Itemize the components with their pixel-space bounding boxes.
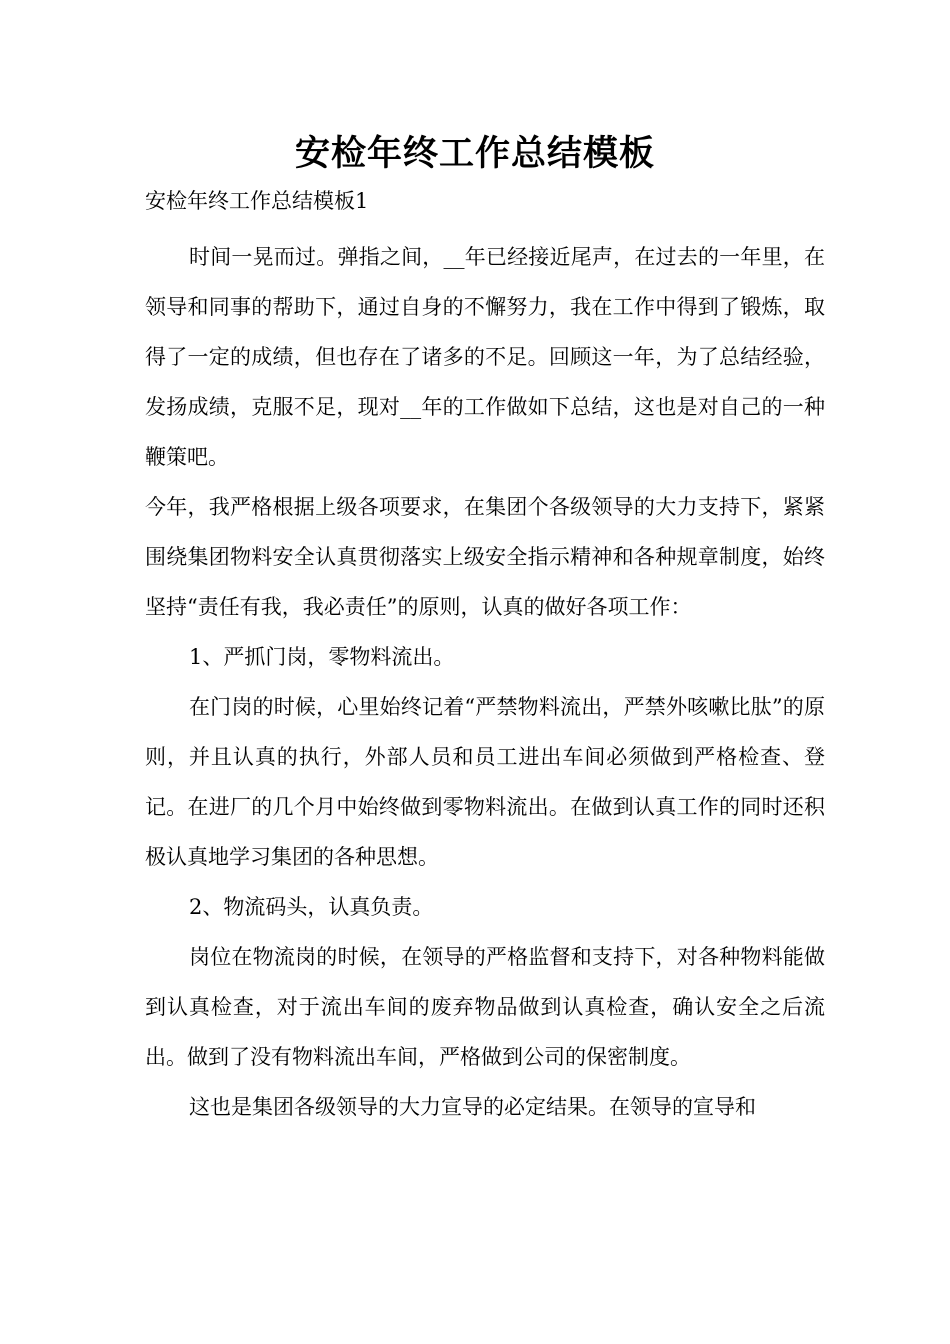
document-title: 安检年终工作总结模板 (294, 133, 655, 174)
document-body (145, 232, 825, 1132)
section-heading-logistics: 2、物流码头，认真负责。 (189, 895, 434, 919)
section-heading-gate: 1、严抓门岗，零物料流出。 (189, 645, 455, 669)
paragraph-intro: 时间一晃而过。弹指之间，__年已经接近尾声，在过去的一年里，在领导和同事的帮助下，通过自身的不懈努力，我在工作中得到了锻炼，取得了一定的成绩，但也存在了诸多的不足。回顾这一年，为了总结经验，发扬成绩，克服不足，现对__年的工作做如下总结，这也是对自己的一种鞭策吧。 (145, 245, 825, 469)
paragraph-conclusion: 这也是集团各级领导的大力宣导的必定结果。在领导的宣导和 (189, 1095, 756, 1119)
paragraph-overview: 今年，我严格根据上级各项要求，在集团个各级领导的大力支持下，紧紧围绕集团物料安全认真贯彻落实上级安全指示精神和各种规章制度，始终坚持“责任有我，我必责任”的原则，认真的做好各项工作： (145, 495, 825, 619)
document-subtitle: 安检年终工作总结模板1 (145, 189, 369, 213)
paragraph-logistics: 岗位在物流岗的时候，在领导的严格监督和支持下，对各种物料能做到认真检查，对于流出车间的废弃物品做到认真检查，确认安全之后流出。做到了没有物料流出车间，严格做到公司的保密制度。 (145, 945, 825, 1069)
paragraph-gate: 在门岗的时候，心里始终记着“严禁物料流出，严禁外咳嗽比肽”的原则，并且认真的执行，外部人员和员工进出车间必须做到严格检查、登记。在进厂的几个月中始终做到零物料流出。在做到认真工作的同时还积极认真地学习集团的各种思想。 (145, 695, 825, 869)
